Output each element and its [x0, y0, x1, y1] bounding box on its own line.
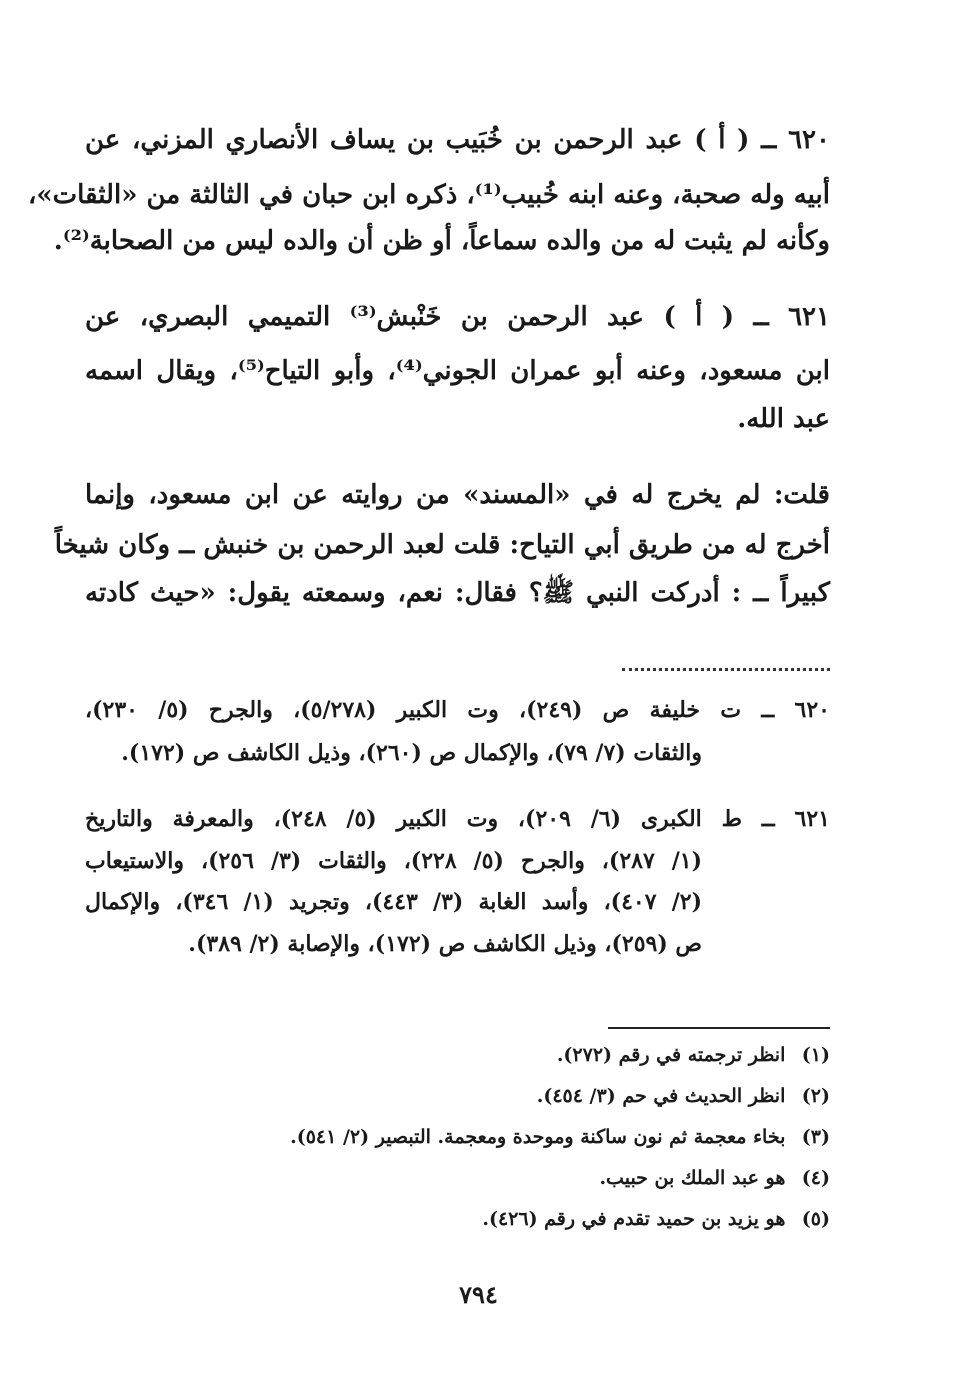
footnote-2-text: انظر الحديث في حم (٣/ ٤٥٤).	[536, 1085, 786, 1107]
footnote-5	[482, 1208, 830, 1231]
footnote-3-number: (٣)	[801, 1126, 830, 1148]
footnote-4-number: (٤)	[801, 1167, 830, 1189]
footnote-2-number: (٢)	[801, 1085, 830, 1107]
footnote-2	[537, 1085, 830, 1108]
commentary-line-3: كبيراً ــ : أدركت النبي ﷺ؟ فقال: نعم، وسمعته يقول: «حيث كادته	[85, 578, 830, 608]
footnote-1-number: (١)	[801, 1044, 830, 1066]
footnote-1-text: انظر ترجمته في رقم (٢٧٢).	[556, 1044, 786, 1066]
entry-620-line-2: أبيه وله صحبة، وعنه ابنه خُبيب⁽¹⁾، ذكره ابن حبان في الثالثة من «الثقات»،	[28, 180, 830, 210]
footnote-3-text: بخاء معجمة ثم نون ساكنة وموحدة ومعجمة. التبصير (٢/ ٥٤١).	[290, 1126, 786, 1148]
footnote-3	[290, 1126, 830, 1149]
dotted-separator	[622, 668, 830, 675]
reference-620-line-1: ٦٢٠ ــ ت خليفة ص (٢٤٩)، وت الكبير (٥/٢٧٨)، والجرح (٥/ ٢٣٠)،	[85, 697, 830, 723]
reference-621-line-2: (١/ ٢٨٧)، والجرح (٥/ ٢٢٨)، والثقات (٣/ ٢٥٦)، والاستيعاب	[85, 848, 703, 874]
entry-620-line-1: ٦٢٠ ــ ( أ ) عبد الرحمن بن خُبَيب بن يساف الأنصاري المزني، عن	[85, 125, 830, 155]
entry-621-line-2: ابن مسعود، وعنه أبو عمران الجوني⁽⁴⁾، وأبو التياح⁽⁵⁾، ويقال اسمه	[85, 356, 830, 386]
footnote-4-text: هو عبد الملك بن حبيب.	[599, 1167, 786, 1189]
reference-621-line-4: ص (٢٥٩)، وذيل الكاشف ص (١٧٢)، والإصابة (٢/ ٣٨٩).	[188, 931, 702, 957]
reference-621-line-3: (٢/ ٤٠٧)، وأسد الغابة (٣/ ٤٤٣)، وتجريد (١/ ٣٤٦)، والإكمال	[85, 889, 703, 915]
entry-620-line-3: وكأنه لم يثبت له من والده سماعاً، أو ظن أن والده ليس من الصحابة⁽²⁾.	[53, 226, 830, 256]
entry-621-line-3: عبد الله.	[737, 404, 830, 434]
commentary-line-2: أخرج له من طريق أبي التياح: قلت لعبد الرحمن بن خنبش ــ وكان شيخاً	[54, 530, 830, 560]
reference-620-line-2: والثقات (٧/ ٧٩)، والإكمال ص (٢٦٠)، وذيل الكاشف ص (١٧٢).	[121, 740, 702, 766]
page-number: ٧٩٤	[459, 1280, 498, 1309]
footnote-rule	[608, 1027, 830, 1029]
reference-621-line-1: ٦٢١ ــ ط الكبرى (٦/ ٢٠٩)، وت الكبير (٥/ ٢٤٨)، والمعرفة والتاريخ	[85, 806, 830, 832]
footnote-5-text: هو يزيد بن حميد تقدم في رقم (٤٢٦).	[482, 1208, 786, 1230]
footnote-1	[557, 1044, 830, 1067]
commentary-line-1: قلت: لم يخرج له في «المسند» من روايته عن ابن مسعود، وإنما	[85, 480, 830, 510]
footnote-5-number: (٥)	[801, 1208, 830, 1230]
entry-621-line-1: ٦٢١ ــ ( أ ) عبد الرحمن بن خَنْبش⁽³⁾ التميمي البصري، عن	[85, 302, 830, 332]
footnote-4	[599, 1167, 830, 1190]
